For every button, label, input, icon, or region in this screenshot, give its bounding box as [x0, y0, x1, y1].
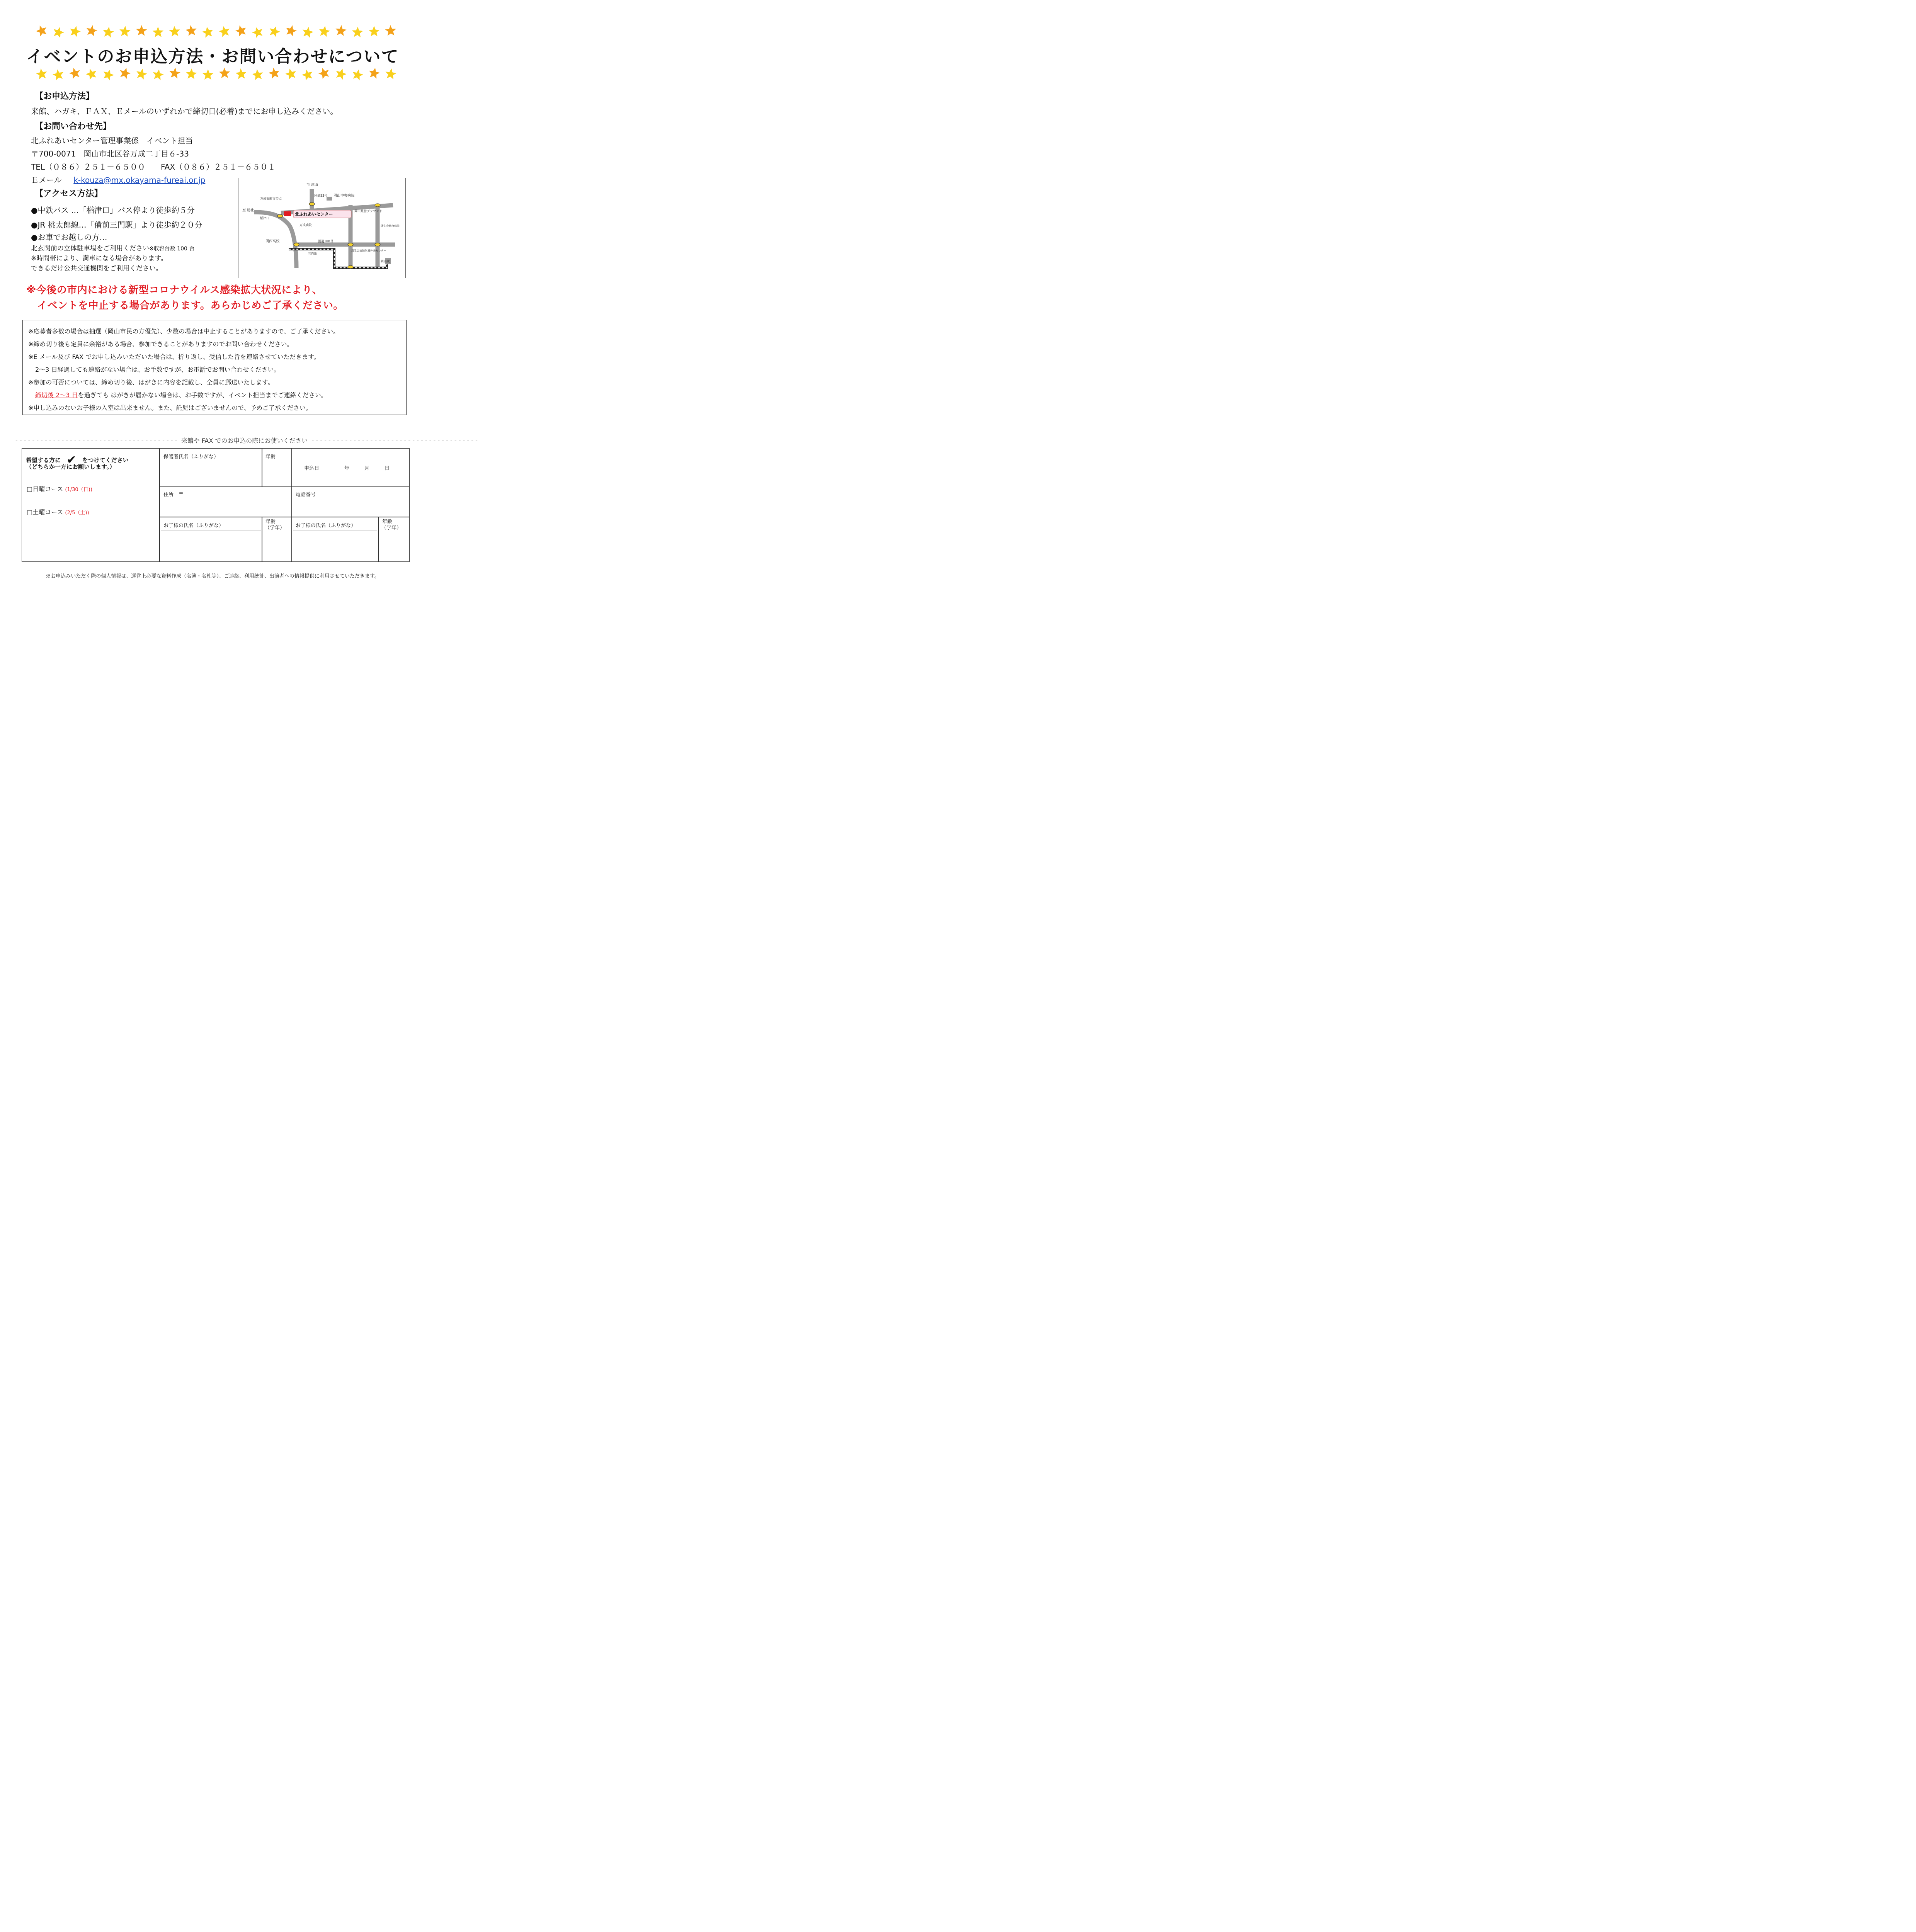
star-icon	[184, 24, 198, 38]
map-label-intersection: 万成東町交差点	[260, 197, 282, 201]
child1-grade-label: （学年）	[265, 525, 285, 531]
child1-age-label: 年齢	[265, 519, 276, 525]
note-postcard-missing: 締切後 2～3 日を過ぎても はがきが届かない場合は、お手数ですが、イベント担当までご連絡ください。	[35, 391, 327, 399]
application-form	[22, 448, 410, 562]
apply-text: 来館、ハガキ、ＦＡＸ、Ｅメールのいずれかで締切日(必着)までにお申し込みください。	[31, 107, 338, 116]
contact-heading: 【お問い合わせ先】	[35, 122, 112, 131]
privacy-footer: ※お申込みいただく際の個人情報は、運営上必要な資料作成（名簿・名札等）、ご連絡、利用統計、出演者への情報提供に利用させていただきます。	[46, 573, 379, 579]
star-icon	[283, 23, 298, 38]
access-map	[238, 178, 406, 278]
map-label-sanmon: 三門駅	[308, 252, 317, 255]
star-icon	[135, 24, 148, 37]
divider-dashes-right: - - - - - - - - - - - - - - - - - - - - - - - - - - - - - - - - - - - - - - - -	[308, 437, 478, 444]
map-label-national53: 国道53号	[314, 194, 328, 197]
divider-dashes-left: - - - - - - - - - - - - - - - - - - - - - - - - - - - - - - - - - - - - - - -	[15, 437, 181, 444]
star-icon	[367, 66, 381, 81]
access-parking: 北玄関前の立体駐車場をご利用ください※収容台数 100 台	[31, 245, 195, 252]
note-lottery: ※応募者多数の場合は抽選（岡山市民の方優先）、少数の場合は中止することがありますので、ご了承ください。	[28, 328, 340, 335]
access-public-note: できるだけ公共交通機関をご利用ください。	[31, 265, 162, 272]
star-icon	[368, 26, 380, 38]
access-heading: 【アクセス方法】	[35, 189, 103, 199]
star-icon	[316, 65, 332, 81]
guardian-name-field[interactable]	[161, 463, 261, 486]
star-icon	[152, 26, 165, 39]
star-icon	[168, 25, 181, 38]
star-row-bottom	[36, 67, 395, 83]
star-icon	[101, 26, 115, 39]
child2-age-field[interactable]	[380, 531, 408, 561]
saturday-course-date: (2/5（土))	[65, 510, 89, 516]
star-icon	[117, 66, 133, 81]
star-icon	[251, 68, 265, 82]
star-icon	[151, 68, 165, 82]
star-icon	[118, 25, 132, 39]
address-field[interactable]	[161, 498, 290, 516]
sunday-course-date: (1/30（日))	[65, 487, 92, 493]
star-icon	[300, 67, 315, 83]
star-icon	[217, 24, 232, 39]
guardian-age-field[interactable]	[263, 460, 290, 485]
note-after-deadline: ※締め切り後も定員に余裕がある場合、参加できることがありますのでお問い合わせください。	[28, 340, 293, 348]
note-email-fax-reply: ※E メール及び FAX でお申し込みいただいた場合は、折り返し、受信した旨を連絡させていただきます。	[28, 353, 320, 361]
star-icon	[317, 25, 332, 39]
star-icon	[51, 25, 66, 40]
child2-age-label: 年齢	[382, 519, 393, 525]
apply-date-label: 申込日 年 月 日	[304, 466, 390, 471]
child2-grade-label: （学年）	[381, 525, 402, 531]
map-label-okayama-station: 岡山駅	[381, 260, 390, 263]
child2-name-label: お子様の氏名（ふりがな）	[296, 523, 356, 529]
contact-email-row	[31, 174, 205, 185]
map-label-national180: 国道180号	[318, 240, 334, 243]
star-icon	[202, 69, 214, 82]
map-label-narazuguchi: 楢津口	[260, 216, 269, 220]
map-center-marker	[284, 211, 291, 216]
map-label-kansai: 関西高校	[265, 240, 280, 243]
star-icon	[168, 66, 182, 80]
covid-warning-line2: イベントを中止する場合があります。あらかじめご了承ください。	[37, 300, 344, 311]
star-row-top	[36, 25, 395, 40]
map-drawing	[238, 178, 405, 278]
form-divider	[15, 436, 478, 445]
sunday-course-checkbox[interactable]: □日曜コース (1/30（日))	[27, 485, 92, 493]
divider-caption: 来館や FAX でのお申込の際にお使いください	[181, 437, 308, 444]
address-label: 住所 〒	[163, 492, 184, 498]
star-icon	[185, 68, 198, 81]
map-label-saiseikai-annex: 済生会病院附属外来センター	[351, 249, 386, 252]
choose-instruction: 希望する方に ✔ をつけてください	[26, 453, 129, 467]
child2-name-field[interactable]	[293, 532, 377, 561]
star-icon	[201, 25, 215, 39]
map-label-ground: 岡山県営グラウンド	[354, 209, 382, 213]
access-train: ●JR 桃太郎線…「備前三門駅」より徒歩約２０分	[31, 220, 202, 230]
star-icon	[250, 25, 266, 41]
map-label-tsuyama: 至 津山	[306, 183, 318, 187]
star-icon	[51, 68, 66, 82]
star-icon	[34, 23, 49, 39]
child1-age-field[interactable]	[263, 531, 290, 561]
page-title: イベントのお申込方法・お問い合わせについて	[26, 47, 399, 66]
note-result-postcard: ※参加の可否については、締め切り後、はがきに内容を記載し、全員に郵送いたします。	[28, 379, 274, 386]
note-no-childcare: ※申し込みのないお子様の入室は出来ません。また、託児はございませんので、予めご了承ください。	[28, 404, 312, 412]
star-icon	[67, 66, 82, 81]
star-icon	[100, 67, 116, 83]
star-icon	[333, 66, 349, 82]
phone-field[interactable]	[293, 498, 408, 516]
phone-label: 電話番号	[296, 492, 316, 498]
map-label-saiseikai: 済生会総合病院	[381, 224, 400, 228]
note-deadline-highlight: 締切後 2～3 日	[35, 391, 78, 399]
star-icon	[235, 68, 248, 81]
star-icon	[233, 23, 249, 39]
star-icon	[350, 68, 365, 83]
email-label: Ｅメール	[31, 175, 62, 185]
map-label-hospital: 岡山中央病院	[334, 194, 355, 198]
contact-address: 〒700-0071 岡山市北区谷万成二丁目６-33	[31, 149, 189, 158]
star-icon	[134, 67, 149, 82]
contact-tel-fax: TEL（０８６）２５１－６５００ FAX（０８６）２５１－６５０１	[31, 162, 276, 172]
child1-name-label: お子様の氏名（ふりがな）	[163, 523, 224, 529]
star-icon	[351, 26, 364, 39]
guardian-name-label: 保護者氏名（ふりがな）	[163, 454, 219, 460]
notes-box	[22, 320, 407, 415]
checkmark-icon: ✔	[66, 453, 77, 467]
child1-name-field[interactable]	[161, 532, 261, 561]
guardian-age-label: 年齢	[265, 454, 276, 460]
access-car: ●お車でお越しの方…	[31, 233, 107, 242]
star-icon	[284, 67, 299, 82]
parking-capacity-note: ※収容台数 100 台	[149, 246, 195, 252]
star-icon	[300, 25, 315, 40]
access-bus: ●中鉄バス …「楢津口」バス停より徒歩約５分	[31, 206, 195, 215]
star-icon	[68, 24, 83, 39]
star-icon	[84, 66, 99, 82]
star-icon	[267, 66, 282, 81]
star-icon	[334, 24, 347, 37]
access-full-note: ※時間帯により、満車になる場合があります。	[31, 255, 167, 262]
map-center-name: 北ふれあいセンター	[295, 212, 333, 217]
map-label-soja: 至 総社	[242, 209, 254, 213]
star-icon	[384, 24, 397, 37]
note-no-reply: 2～3 日経過しても連絡がない場合は、お手数ですが、お電話でお問い合わせください。	[35, 366, 280, 373]
map-label-mannari-hospital: 万成病院	[299, 223, 312, 227]
apply-heading: 【お申込方法】	[35, 92, 95, 101]
one-course-only-note: （どちらか一方にお願いします。）	[26, 463, 116, 470]
star-icon	[84, 24, 99, 38]
star-icon	[384, 67, 398, 81]
contact-org: 北ふれあいセンター管理事業係 イベント担当	[31, 136, 193, 145]
star-icon	[218, 67, 231, 80]
saturday-course-checkbox[interactable]: □土曜コース (2/5（土))	[27, 509, 89, 516]
email-link[interactable]: k-kouza@mx.okayama-fureai.or.jp	[73, 175, 206, 185]
star-icon	[35, 67, 49, 82]
star-icon	[267, 24, 282, 39]
covid-warning-line1: ※今後の市内における新型コロナウイルス感染拡大状況により、	[26, 284, 323, 296]
